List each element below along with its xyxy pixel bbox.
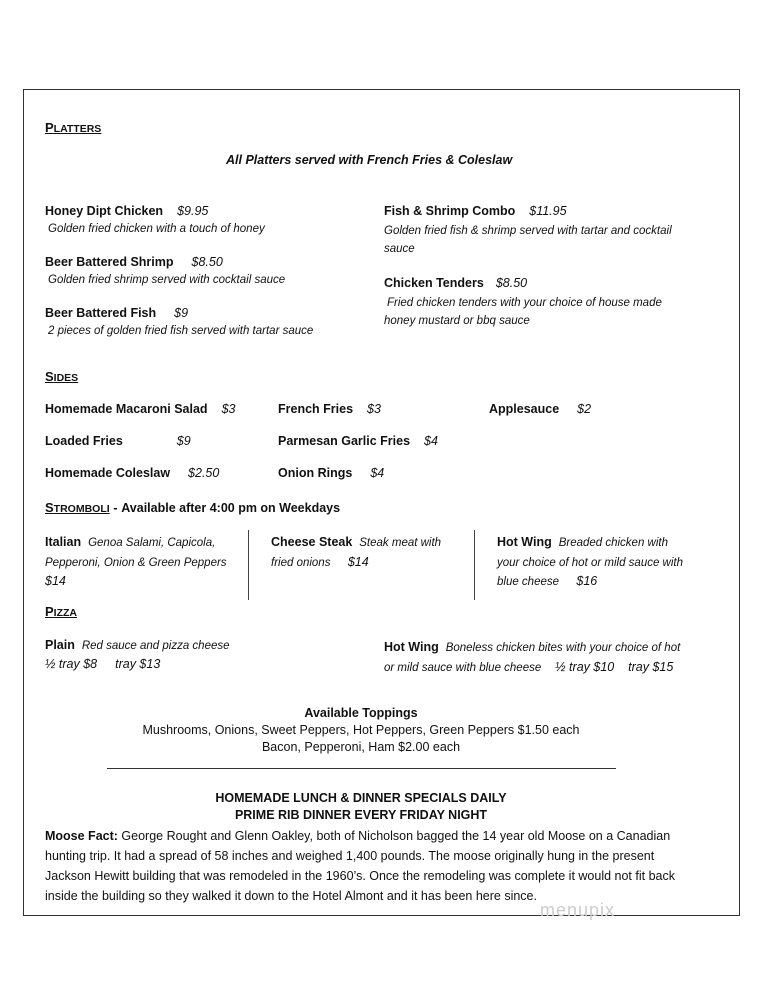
stromboli-heading: STROMBOLI - Available after 4:00 pm on Weekdays	[45, 500, 341, 515]
side-item: French Fries $3	[278, 402, 381, 416]
column-divider	[474, 530, 475, 600]
platters-note: All Platters served with French Fries & Coleslaw	[226, 153, 513, 167]
toppings-line: Bacon, Pepperoni, Ham $2.00 each	[261, 740, 461, 754]
item-price: $9	[174, 306, 189, 320]
side-item: Onion Rings $4	[278, 466, 385, 480]
item-price: $8.50	[495, 276, 528, 290]
menu-item	[384, 204, 567, 218]
section-divider	[107, 768, 616, 769]
menu-item	[45, 204, 208, 218]
menu-item	[384, 276, 527, 290]
pizza-item: Plain Red sauce and pizza cheese	[45, 638, 230, 652]
moose-fact	[45, 826, 677, 906]
pizza-item: Hot Wing Boneless chicken bites with your choice of hot or mild sauce with blue cheese ½ tray $10 tray $15	[384, 640, 681, 674]
column-divider	[248, 530, 249, 600]
side-item: Parmesan Garlic Fries $4	[278, 434, 438, 448]
stromboli-availability: Available after 4:00 pm on Weekdays	[121, 501, 341, 515]
item-description: Golden fried shrimp served with cocktail sauce	[48, 274, 286, 286]
item-price: $9.95	[177, 204, 209, 218]
sides-heading: SIDES	[45, 369, 79, 384]
side-item: Homemade Macaroni Salad $3	[45, 402, 236, 416]
menu-item	[45, 255, 223, 269]
side-item: Applesauce $2	[489, 402, 592, 416]
moose-fact-text: George Rought and Glenn Oakley, both of Nicholson bagged the 14 year old Moose on a Canadian hunting trip. It had a spread of 58 inches and weighed 1,400 pounds. The moose originally hung in the present Jackson Hewitt building that was remodeled in the 1960’s. Once the remodeling was complete it would not fit back inside the building so they walked it down to the Hotel Almont and it has been here since.	[45, 829, 675, 903]
stromboli-item: Hot Wing Breaded chicken with your choice of hot or mild sauce with blue cheese $16	[497, 535, 684, 588]
item-name: Beer Battered Shrimp	[45, 255, 174, 269]
pizza-prices: ½ tray $8 tray $13	[45, 657, 161, 671]
item-description: Golden fried fish & shrimp served with tartar and cocktail sauce	[384, 225, 672, 255]
pizza-heading: PIZZA	[45, 604, 77, 619]
item-name: Chicken Tenders	[384, 276, 484, 290]
side-item: Homemade Coleslaw $2.50	[45, 466, 220, 480]
item-name: Fish & Shrimp Combo	[384, 204, 516, 218]
moose-fact-label: Moose Fact:	[45, 829, 118, 843]
item-description: 2 pieces of golden fried fish served with tartar sauce	[48, 325, 314, 337]
toppings-line: Mushrooms, Onions, Sweet Peppers, Hot Peppers, Green Peppers $1.50 each	[142, 723, 580, 737]
item-price: $11.95	[529, 204, 567, 218]
watermark: menupix	[540, 900, 616, 920]
item-description: Fried chicken tenders with your choice of house made honey mustard or bbq sauce	[384, 297, 662, 327]
specials-line: HOMEMADE LUNCH & DINNER SPECIALS DAILY	[215, 791, 507, 805]
side-item: Loaded Fries $9	[45, 434, 191, 448]
item-price: $8.50	[191, 255, 223, 269]
item-name: Honey Dipt Chicken	[45, 204, 164, 218]
stromboli-item: Cheese Steak Steak meat with fried onions $14	[271, 535, 442, 569]
menu-item	[45, 306, 188, 320]
platters-heading: PLATTERS	[45, 120, 102, 135]
item-name: Beer Battered Fish	[45, 306, 157, 320]
specials-line: PRIME RIB DINNER EVERY FRIDAY NIGHT	[234, 808, 488, 822]
toppings-title: Available Toppings	[304, 706, 418, 720]
item-description: Golden fried chicken with a touch of honey	[48, 223, 265, 235]
stromboli-item: Italian Genoa Salami, Capicola, Pepperoni, Onion & Green Peppers $14	[45, 535, 227, 588]
